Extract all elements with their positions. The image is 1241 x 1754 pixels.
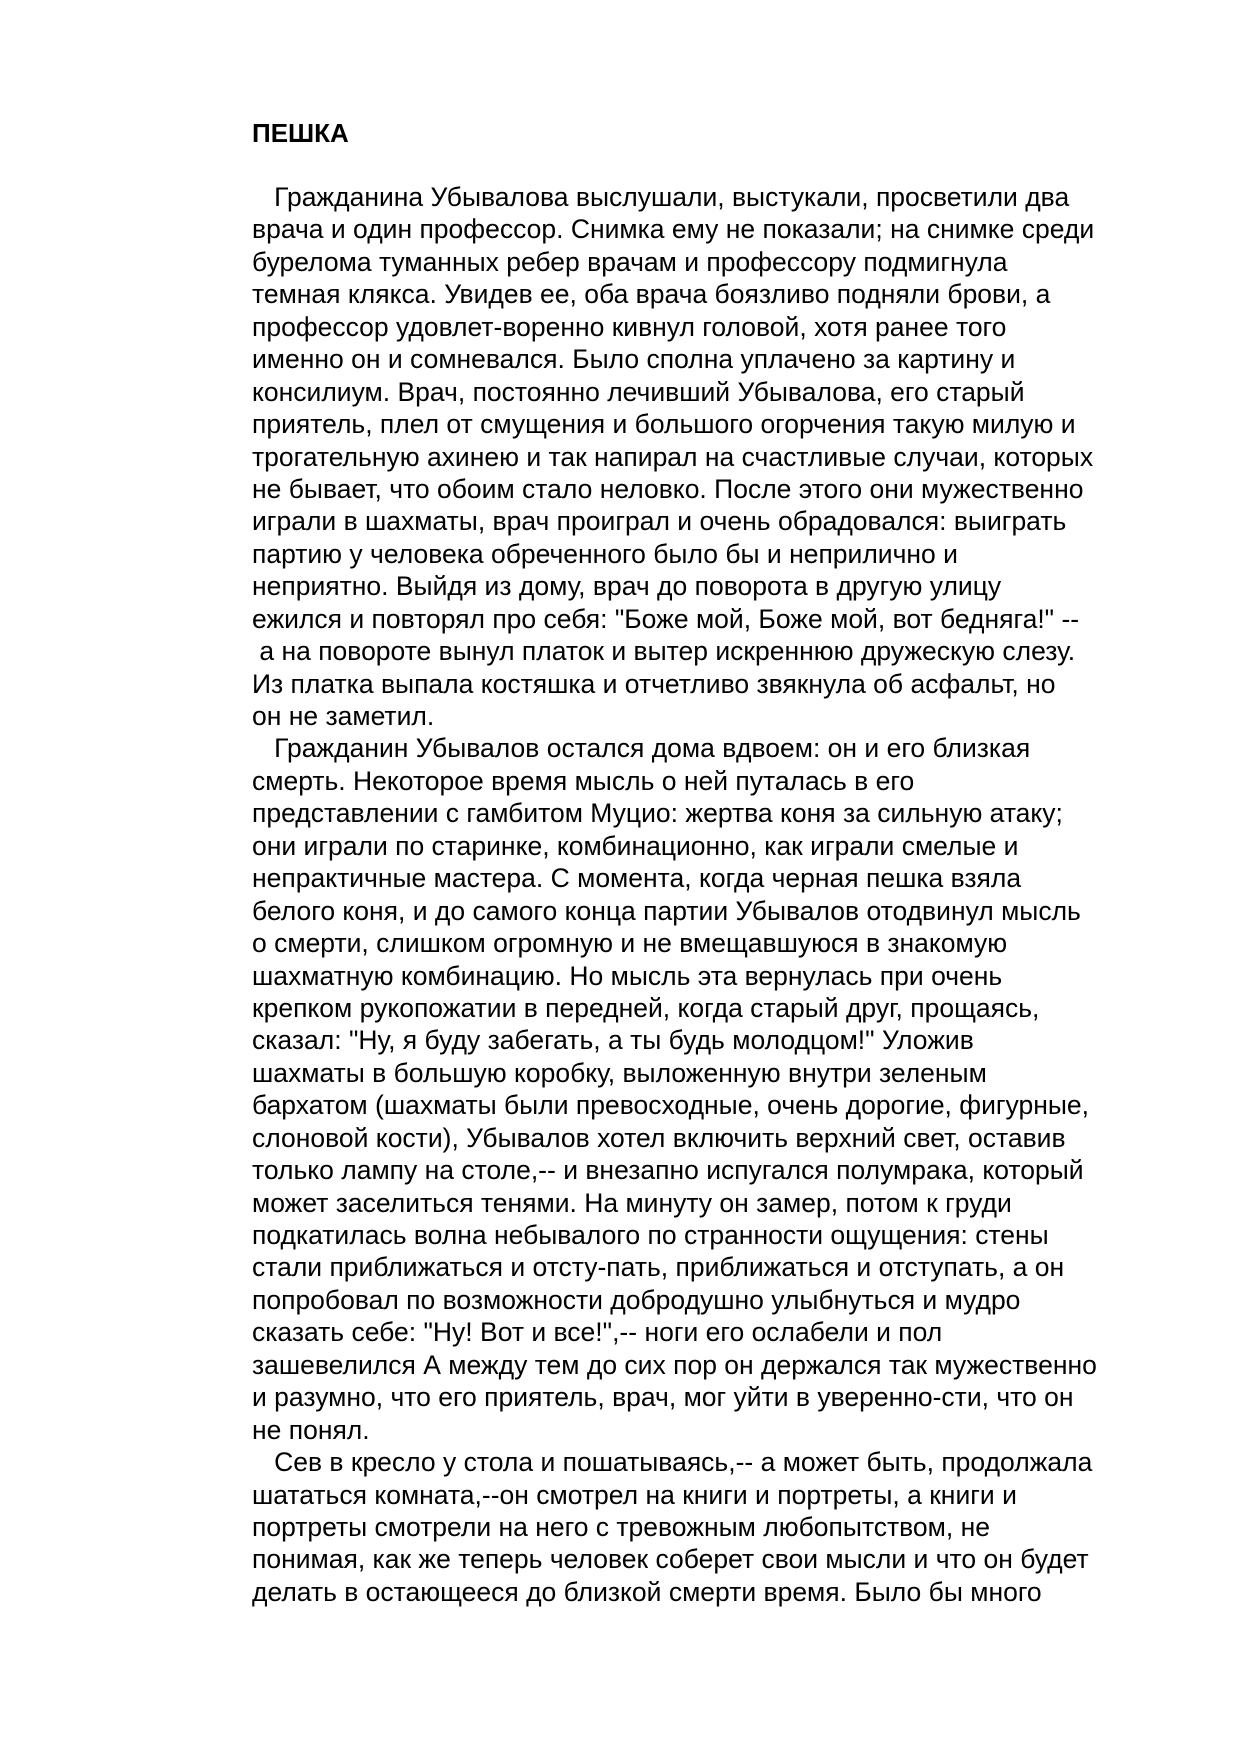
text-line: может заселиться тенями. На минуту он замер, потом к груди <box>252 1187 1012 1218</box>
text-line: и разумно, что его приятель, врач, мог уйти в уверенно-сти, что он <box>252 1382 1074 1413</box>
text-line: портреты смотрели на него с тревожным любопытством, не <box>252 1511 990 1542</box>
text-line: а на повороте вынул платок и вытер искреннюю дружескую слезу. <box>252 636 1076 667</box>
text-line: ежился и повторял про себя: "Боже мой, Боже мой, вот бедняга!" -- <box>252 603 1080 634</box>
text-line: партию у человека обреченного было бы и неприлично и <box>252 538 958 569</box>
text-line: Гражданина Убывалова выслушали, выстукали, просветили два <box>252 182 1070 212</box>
text-line: Гражданин Убывалов остался дома вдвоем: он и его близкая <box>252 733 1031 764</box>
text-line: подкатилась волна небывалого по странности ощущения: стены <box>252 1220 1049 1250</box>
text-line: представлении с гамбитом Муцио: жертва коня за сильную атаку; <box>252 798 1063 829</box>
text-line: только лампу на столе,-- и внезапно испугался полумрака, который <box>252 1155 1084 1186</box>
text-line: приятель, плел от смущения и большого огорчения такую милую и <box>252 409 1076 440</box>
text-line: понимая, как же теперь человек соберет свои мысли и что он будет <box>252 1544 1089 1575</box>
text-line: он не заметил. <box>252 701 435 731</box>
text-line: они играли по старинке, комбинационно, как играли смелые и <box>252 830 1019 861</box>
text-line: врача и один профессор. Снимка ему не показали; на снимке среди <box>252 214 1095 245</box>
text-line: бархатом (шахматы были превосходные, очень дорогие, фигурные, <box>252 1090 1090 1121</box>
text-line: неприятно. Выйдя из дому, врач до поворота в другую улицу <box>252 571 1002 602</box>
text-line: крепком рукопожатии в передней, когда старый друг, прощаясь, <box>252 992 1040 1023</box>
text-line: не понял. <box>252 1414 370 1445</box>
text-line: делать в остающееся до близкой смерти время. Было бы много <box>252 1576 1042 1607</box>
text-line: бурелома туманных ребер врачам и профессору подмигнула <box>252 246 1008 277</box>
text-line: профессор удовлет-воренно кивнул головой, хотя ранее того <box>252 311 1007 342</box>
text-line: не бывает, что обоим стало неловко. После этого они мужественно <box>252 473 1084 504</box>
text-line: белого коня, и до самого конца партии Убывалов отодвинул мысль <box>252 895 1081 926</box>
text-line: шахматную комбинацию. Но мысль эта вернулась при очень <box>252 960 1003 991</box>
text-line: Из платка выпала костяшка и отчетливо звякнула об асфальт, но <box>252 668 1056 699</box>
text-line: играли в шахматы, врач проиграл и очень обрадовался: выиграть <box>252 506 1067 537</box>
text-line: слоновой кости), Убывалов хотел включить верхний свет, оставив <box>252 1122 1066 1153</box>
text-line: Сев в кресло у стола и пошатываясь,-- а может быть, продолжала <box>252 1447 1093 1478</box>
text-line: о смерти, слишком огромную и не вмещавшуюся в знакомую <box>252 928 1008 959</box>
text-line: зашевелился А между тем до сих пор он держался так мужественно <box>252 1349 1097 1380</box>
text-line: непрактичные мастера. С момента, когда черная пешка взяла <box>252 863 1022 894</box>
page-title: ПЕШКА <box>252 118 349 148</box>
text-line: смерть. Некоторое время мысль о ней путалась в его <box>252 765 915 796</box>
text-line: сказал: "Ну, я буду забегать, а ты будь молодцом!" Уложив <box>252 1025 974 1056</box>
text-line: сказать себе: "Ну! Вот и все!",-- ноги его ослабели и пол <box>252 1317 943 1348</box>
body-text <box>252 181 1212 1608</box>
text-line: попробовал по возможности добродушно улыбнуться и мудро <box>252 1284 1021 1315</box>
text-line: шахматы в большую коробку, выложенную внутри зеленым <box>252 1057 987 1088</box>
text-line: трогательную ахинею и так напирал на счастливые случаи, которых <box>252 441 1094 472</box>
text-line: консилиум. Врач, постоянно лечивший Убывалова, его старый <box>252 376 1025 407</box>
text-line: именно он и сомневался. Было сполна уплачено за картину и <box>252 344 1016 375</box>
text-line: темная клякса. Увидев ее, оба врача боязливо подняли брови, а <box>252 279 1051 310</box>
text-line: стали приближаться и отсту-пать, приближаться и отступать, а он <box>252 1252 1065 1283</box>
text-line: шататься комната,--он смотрел на книги и портреты, а книги и <box>252 1479 1017 1510</box>
